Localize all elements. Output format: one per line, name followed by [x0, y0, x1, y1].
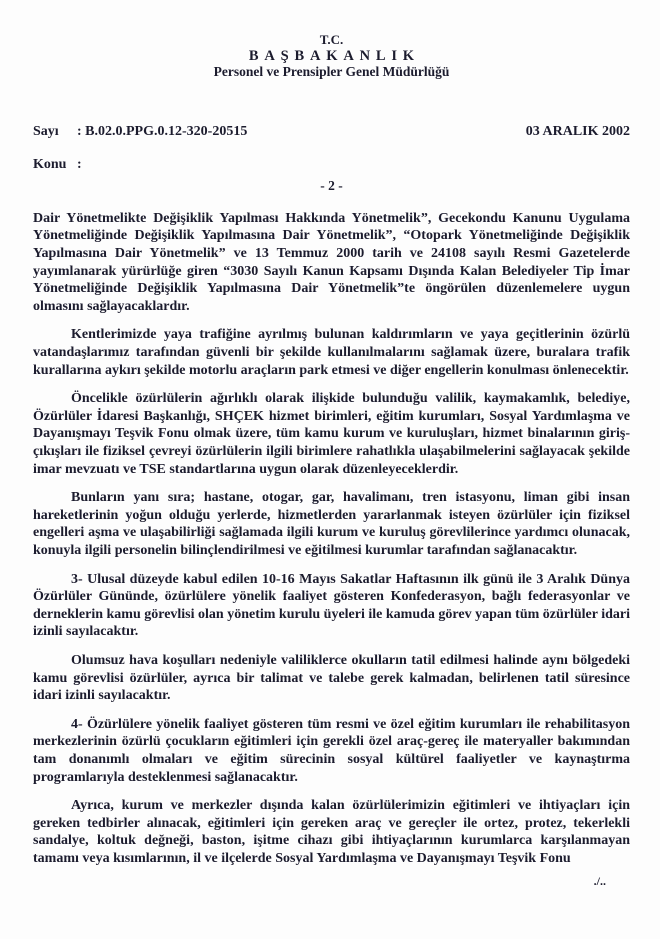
letterhead [33, 33, 630, 79]
paragraph: 4- Özürlülere yönelik faaliyet gösteren tüm resmi ve özel eğitim kurumları ile rehabilitasyon merkezlerinin özürlü çocukların eğitimleri için gerekli özel araç-gereç ile materyaller bakımından tam donanımlı olmaları ve eğitim sürecinin sosyal kültürel faaliyetler ve kaynaştırma programlarıyla desteklenmesi sağlanacaktır. [33, 716, 630, 785]
document-date: 03 ARALIK 2002 [525, 123, 630, 139]
reference-number-value: : B.02.0.PPG.0.12-320-20515 [77, 123, 248, 139]
reference-row [33, 124, 630, 140]
letter-body [33, 210, 630, 868]
subject-value: : [77, 156, 82, 172]
paragraph: Kentlerimizde yaya trafiğine ayrılmış bulunan kaldırımların ve yaya geçitlerinin özürlü vatandaşlarımız tarafından güvenli bir şekilde kullanılmalarını sağlamak üzere, buralara trafik kurallarına aykırı şekilde motorlu araçların park etmesi ve diğer engellerin konulması önlenecektir. [33, 327, 630, 378]
paragraph: Öncelikle özürlülerin ağırlıklı olarak ilişkide bulunduğu valilik, kaymakamlık, belediye, Özürlüler İdaresi Başkanlığı, SHÇEK hizmet birimleri, eğitim kurumları, Sosyal Yardımlaşma ve Dayanışmayı Teşvik Fonu olmak üzere, tüm kamu kurum ve kuruluşları, hizmet binalarının giriş-çıkışları ile fiziksel çevreyi özürlülerin ilgili birimlere rahatlıkla ulaşabilmelerini sağlayacak şekilde imar mevzuatı ve TSE standartlarına uygun olarak düzenleyeceklerdir. [33, 391, 630, 477]
paragraph: Olumsuz hava koşulları nedeniyle valiliklerce okulların tatil edilmesi halinde aynı bölgedeki kamu görevlisi özürlüler, ayrıca bir talimat ve talebe gerek kalmadan, belirlenen tatil süresince idari izinli sayılacaktır. [33, 652, 630, 704]
letterhead-republic-abbrev: T.C. [319, 32, 344, 47]
reference-number-label: Sayı [33, 123, 59, 139]
page-number: - 2 - [320, 177, 343, 193]
paragraph: Bunların yanı sıra; hastane, otogar, gar, havalimanı, tren istasyonu, liman gibi insan hareketlerinin yoğun olduğu yerlerde, hizmetlerden yararlanmak isteyen özürlüler için fiziksel engelleri aşma ve ulaşabilirliği sağlamada ilgili kurum ve kuruluş görevlilerince yardımcı olunacak, konuyla ilgili personelin bilinçlendirilmesi ve eğitilmesi kurumlar tarafından sağlanacaktır. [33, 490, 630, 558]
letterhead-institution: BAŞBAKANLIK [248, 47, 420, 64]
paragraph: 3- Ulusal düzeyde kabul edilen 10-16 Mayıs Sakatlar Haftasının ilk günü ile 3 Aralık Dünya Özürlüler Gününde, özürlülere yönelik faaliyet gösteren Konfederasyon, bağlı federasyonlar ve derneklerin kamu görevlisi olan yönetim kurulu üyeleri ile kamuda görev yapan tüm özürlüler idari izinli sayılacaktır. [33, 571, 630, 640]
subject-label: Konu [33, 156, 67, 172]
paragraph: Ayrıca, kurum ve merkezler dışında kalan özürlülerimizin eğitimleri ve ihtiyaçları için gereken tedbirler alınacak, eğitimleri için gereken araç ve gereçler ile ortez, protez, tekerlekli sandalye, koltuk değneği, baston, işitme cihazı gibi ihtiyaçlarının kurumlarca karşılanmayan tamamı veya kısımlarının, il ve ilçelerde Sosyal Yardımlaşma ve Dayanışmayı Teşvik Fonu [33, 798, 630, 866]
continuation-mark: ./.. [593, 874, 606, 889]
subject-row [33, 157, 630, 173]
paragraph: Dair Yönetmelikte Değişiklik Yapılması Hakkında Yönetmelik”, Gecekondu Kanunu Uygulama Yönetmeliğinde Değişiklik Yapılmasına Dair Yönetmelik”, “Otopark Yönetmeliğinde Değişiklik Yapılmasına Dair Yönetmelik” ve 13 Temmuz 2000 tarih ve 24108 sayılı Resmi Gazetelerde yayımlanarak yürürlüğe giren “3030 Sayılı Kanun Kapsamı Dışında Kalan Belediyeler Tip İmar Yönetmeliğinde Değişiklik Yapılmasına Dair Yönetmelik”te öngörülen düzenlemelere uygun olmasını sağlayacaklardır. [33, 210, 630, 314]
letterhead-department: Personel ve Prensipler Genel Müdürlüğü [213, 63, 450, 79]
reference-number [33, 124, 247, 140]
